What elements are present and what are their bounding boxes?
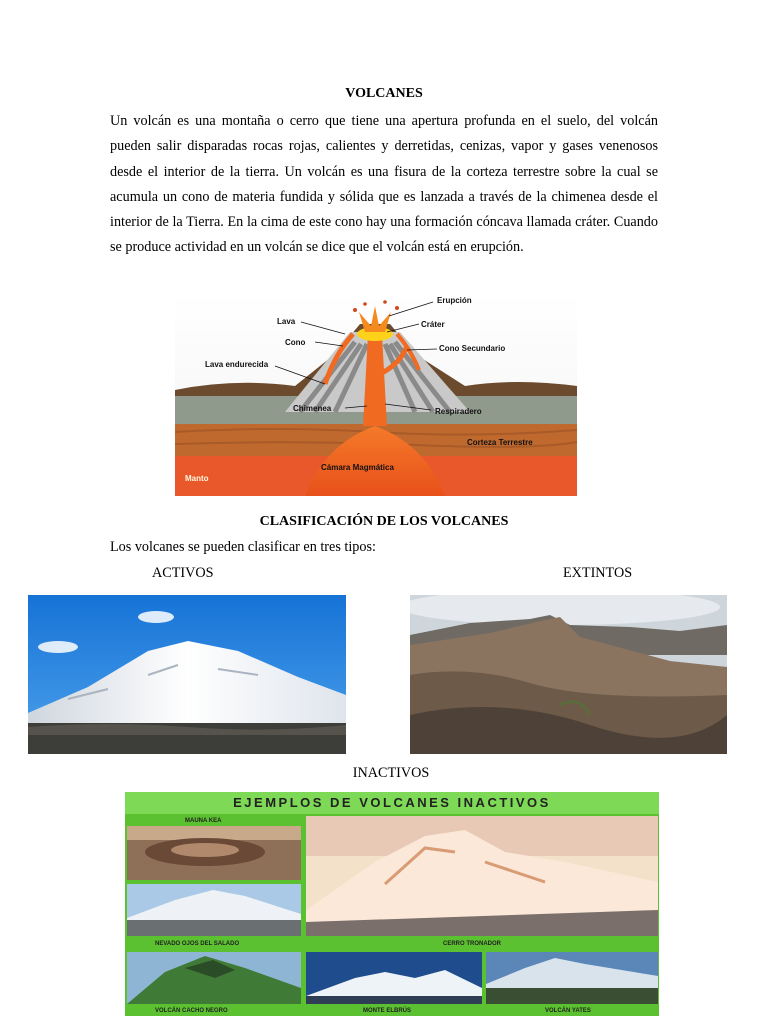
panel-header: EJEMPLOS DE VOLCANES INACTIVOS	[233, 795, 551, 810]
intro-paragraph: Un volcán es una montaña o cerro que tiene una apertura profunda en el suelo, del volcán pueden salir disparadas rocas rojas, calientes y derretidas, cenizas, vapor y gases venenosos desde el interior de la tierra. Un volcán es una fisura de la corteza terrestre sobre la cual se acumula un cono de materia fundida y sólida que es lanzada a través de la chimenea desde el interior de la Tierra. En la cima de este cono hay una formación cóncava llamada cráter. Cuando se produce actividad en un volcán se dice que el volcán está en erupción.	[110, 113, 658, 256]
ojos-del-salado-photo	[127, 884, 301, 936]
label-cono-secundario: Cono Secundario	[439, 344, 506, 353]
elbrus-photo	[306, 952, 482, 1004]
label-extintos: EXTINTOS	[563, 565, 633, 581]
inactive-examples-panel	[125, 792, 659, 1016]
label-respiradero: Respiradero	[435, 407, 482, 416]
label-inactivos: INACTIVOS	[352, 765, 430, 781]
label-crater: Cráter	[421, 320, 445, 329]
active-volcano-image	[28, 595, 346, 754]
caption-yates: VOLCÁN YATES	[545, 1008, 591, 1014]
caption-ojos-salado: NEVADO OJOS DEL SALADO	[155, 941, 240, 947]
yates-photo	[486, 952, 658, 1004]
mauna-kea-photo	[127, 826, 301, 880]
label-cono: Cono	[285, 338, 306, 347]
label-manto: Manto	[185, 474, 209, 483]
cacho-negro-photo	[127, 952, 301, 1004]
extinct-volcano-image	[410, 595, 727, 754]
label-erupcion: Erupción	[437, 296, 472, 305]
caption-mauna-kea: MAUNA KEA	[185, 818, 222, 824]
caption-cacho-negro: VOLCÁN CACHO NEGRO	[155, 1008, 228, 1014]
label-lava: Lava	[277, 317, 296, 326]
label-chimenea: Chimenea	[293, 404, 332, 413]
volcano-diagram	[175, 294, 577, 496]
caption-tronador: CERRO TRONADOR	[443, 941, 501, 947]
label-corteza: Corteza Terrestre	[467, 438, 533, 447]
label-activos: ACTIVOS	[152, 565, 214, 581]
classification-heading: CLASIFICACIÓN DE LOS VOLCANES	[259, 514, 509, 529]
page-title: VOLCANES	[345, 86, 423, 101]
classification-intro: Los volcanes se pueden clasificar en tres tipos:	[110, 539, 376, 555]
cerro-tronador-photo	[306, 816, 658, 936]
label-camara: Cámara Magmática	[321, 463, 394, 472]
caption-elbrus: MONTE ELBRÚS	[363, 1008, 411, 1014]
label-lava-endurecida: Lava endurecida	[205, 360, 269, 369]
